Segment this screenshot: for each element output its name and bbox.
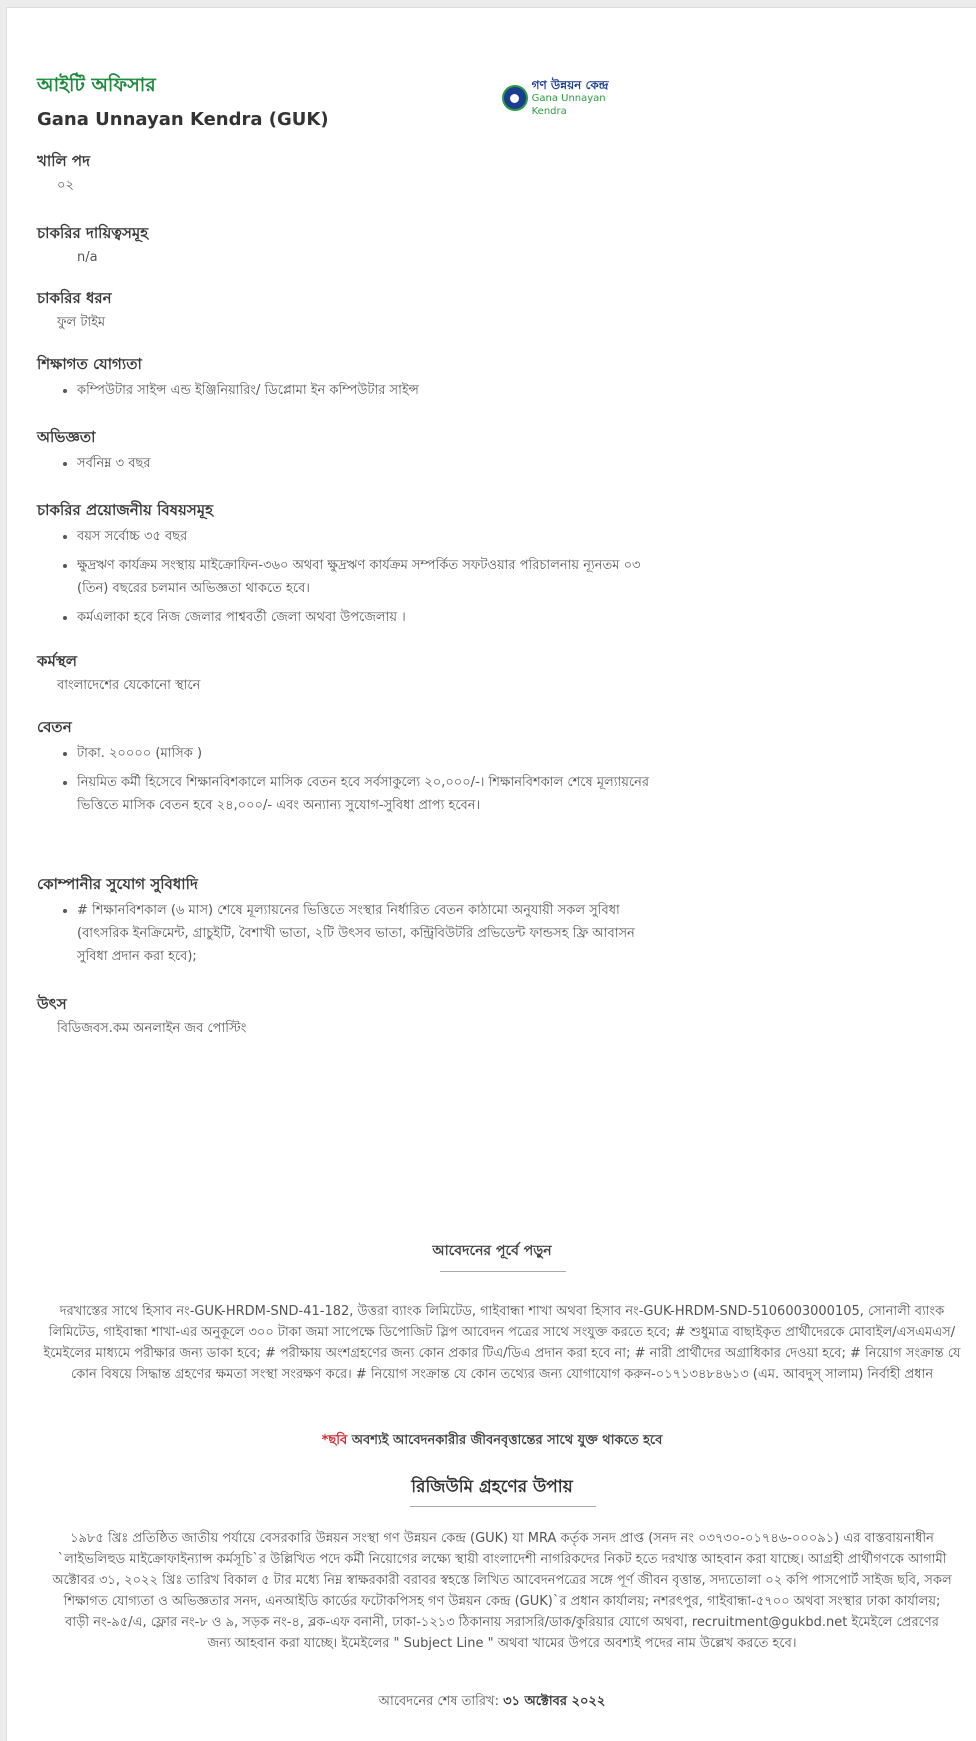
responsibilities-value: n/a (77, 250, 98, 265)
deadline-label: আবেদনের শেষ তারিখ: (378, 1694, 504, 1709)
photo-note-text: অবশ্যই আবেদনকারীর জীবনবৃত্তান্তের সাথে যুক্ত থাকতে হবে (347, 1433, 663, 1448)
section-education (37, 351, 419, 408)
logo-text-bn: গণ উন্নয়ন কেন্দ্র (531, 77, 609, 92)
read-before-heading: আবেদনের পূর্বে পড়ুন (432, 1243, 552, 1259)
vacancy-value: ০২ (57, 178, 74, 193)
list-item: • নিয়মিত কর্মী হিসেবে শিক্ষানবিশকালে মাসিক বেতন হবে সর্বসাকুল্যে ২০,০০০/-। শিক্ষানবিশকাল শেষে মূল্যায়নের ভিত্তিতে মাসিক বেতন হবে ২৪,০০০/- এবং অন্যান্য সুযোগ-সুবিধা প্রাপ্য হবেন। (77, 771, 657, 817)
company-name: Gana Unnayan Kendra (GUK) (37, 109, 329, 130)
deadline (7, 1692, 976, 1713)
list-item: • কম্পিউটার সাইন্স এন্ড ইঞ্জিনিয়ারিং/ ডিপ্লোমা ইন কম্পিউটার সাইন্স (77, 379, 419, 402)
logo-emblem-icon (502, 85, 528, 111)
section-responsibilities (37, 220, 148, 270)
section-heading: শিক্ষাগত যোগ্যতা (37, 355, 142, 373)
section-requirements (37, 497, 657, 635)
deadline-value: ৩১ অক্টোবর ২০২২ (503, 1694, 606, 1709)
section-salary (37, 714, 657, 823)
section-experience (37, 424, 150, 481)
section-heading: চাকরির দায়িত্বসমূহ (37, 224, 149, 242)
list-item: • কর্মএলাকা হবে নিজ জেলার পাশ্ববর্তী জেলা অথবা উপজেলায় । (77, 606, 657, 629)
section-location (37, 648, 200, 698)
resume-heading: রিজিউমি গ্রহণের উপায় (411, 1477, 573, 1497)
photo-highlight: *ছবি (321, 1433, 348, 1448)
company-logo (502, 78, 642, 118)
list-item: • বয়স সর্বোচ্চ ৩৫ বছর (77, 525, 657, 548)
divider (440, 1271, 566, 1272)
section-heading: কর্মস্থল (37, 652, 77, 670)
section-heading: বেতন (37, 718, 72, 736)
apply-instructions: দরখাস্তের সাথে হিসাব নং-GUK-HRDM-SND-41-182, উত্তরা ব্যাংক লিমিটেড, গাইবান্ধা শাখা অথবা হিসাব নং-GUK-HRDM-SND-5106003000105, সোনালী ব্যাংক লিমিটেড, গাইবান্ধা শাখা-এর অনুকূলে ৩০০ টাকা জমা সাপেক্ষে ডিপোজিট স্লিপ আবেদন পত্রের সাথে সংযুক্ত করতে হবে; # শুধুমাত্র বাছাইকৃত প্রার্থীদেরকে মোবাইল/এসএমএস/ইমেইলের মাধ্যমে পরীক্ষার জন্য ডাকা হবে; # পরীক্ষায় অংশগ্রহণের জন্য কোন প্রকার টিএ/ডিএ প্রদান করা হবে না; # নারী প্রার্থীদের অগ্রাধিকার দেওয়া হবে; # নিয়োগ সংক্রান্ত যে কোন বিষয়ে সিদ্ধান্ত গ্রহণের ক্ষমতা সংস্থা সংরক্ষণ করে। # নিয়োগ সংক্রান্ত যে কোন তথ্যের জন্য যোগাযোগ করুন-০১৭১৩৪৮৪৬১৩ (এম. আবদুস্ সালাম) নির্বাহী প্রধান (43, 1304, 961, 1382)
job-title: আইটি অফিসার (37, 74, 156, 96)
employment-type-value: ফুল টাইম (57, 315, 106, 330)
photo-note (7, 1431, 976, 1452)
divider (410, 1506, 596, 1507)
section-heading: খালি পদ (37, 152, 90, 170)
section-heading: চাকরির ধরন (37, 289, 112, 307)
source-value: বিডিজবস.কম অনলাইন জব পোস্টিং (57, 1021, 247, 1036)
section-heading: কোম্পানীর সুযোগ সুবিধাদি (37, 875, 198, 893)
list-item: • সর্বনিম্ন ৩ বছর (77, 452, 150, 475)
section-employment-type (37, 285, 112, 335)
resume-instructions: ১৯৮৫ খ্রিঃ প্রতিষ্ঠিত জাতীয় পর্যায়ে বেসরকারি উন্নয়ন সংস্থা গণ উন্নয়ন কেন্দ্র (GUK) যা MRA কর্তৃক সনদ প্রাপ্ত (সনদ নং ০৩৭৩০-০১৭৪৬-০০০৯১) এর বাস্তবায়নাধীন `লাইভলিহুড মাইক্রোফাইন্যান্স কর্মসূচি`র উল্লিখিত পদে কর্মী নিয়োগের লক্ষ্যে স্থায়ী বাংলাদেশী নাগরিকদের নিকট হতে দরখাস্ত আহবান করা যাচ্ছে। আগ্রহী প্রার্থীগণকে আগামী অক্টোবর ৩১, ২০২২ খ্রিঃ তারিখ বিকাল ৫ টার মধ্যে নিম্ন স্বাক্ষরকারী বরাবর স্বহস্তে লিখিত আবেদনপত্রের সঙ্গে পূর্ণ জীবন বৃত্তান্ত, সদ্যতোলা ০২ কপি পাসপোর্ট সাইজ ছবি, সকল শিক্ষাগত যোগ্যতা ও অভিজ্ঞতার সনদ, এনআইডি কার্ডের ফটোকপিসহ গণ উন্নয়ন কেন্দ্র (GUK)`র প্রধান কার্যালয়; নশরৎপুর, গাইবান্ধা-৫৭০০ অথবা সংস্থার ঢাকা কার্যালয়; বাড়ী নং-৯৫/এ, ফ্লোর নং-৮ ও ৯, সড়ক নং-৪, ব্লক-এফ বনানী, ঢাকা-১২১৩ ঠিকানায় সরাসরি/ডাক/কুরিয়ার যোগে অথবা, recruitment@gukbd.net ইমেইলে প্রেরণের জন্য আহবান করা যাচ্ছে। ইমেইলের " Subject Line " অথবা খামের উপরে অবশ্যই পদের নাম উল্লেখ করতে হবে। (52, 1531, 952, 1651)
list-item: • # শিক্ষানবিশকাল (৬ মাস) শেষে মূল্যায়নের ভিত্তিতে সংস্থার নির্ধারিত বেতন কাঠামো অনুযায়ী সকল সুবিধা (বাৎসরিক ইনক্রিমেন্ট, গ্রাচুইটি, বৈশাখী ভাতা, ২টি উৎসব ভাতা, কন্ট্রিবিউটরি প্রভিডেন্ট ফান্ডসহ ফ্রি আবাসন সুবিধা প্রদান করা হবে); (77, 899, 657, 968)
job-card (6, 7, 976, 1741)
section-heading: উৎস (37, 995, 67, 1013)
logo-text-en: Gana Unnayan Kendra (531, 92, 606, 117)
section-heading: অভিজ্ঞতা (37, 428, 96, 446)
section-heading: চাকরির প্রয়োজনীয় বিষয়সমূহ (37, 501, 213, 519)
section-benefits (37, 871, 657, 974)
list-item: • ক্ষুদ্রঋণ কার্যক্রম সংস্থায় মাইক্রোফিন-৩৬০ অথবা ক্ষুদ্রঋণ কার্যক্রম সম্পর্কিত সফটওয়ার পরিচালনায় ন্যূনতম ০৩ (তিন) বছরের চলমান অভিজ্ঞতা থাকতে হবে। (77, 554, 657, 600)
list-item: • টাকা. ২০০০০ (মাসিক ) (77, 742, 657, 765)
section-source (37, 991, 246, 1041)
location-value: বাংলাদেশের যেকোনো স্থানে (57, 678, 201, 693)
section-vacancy (37, 148, 90, 198)
